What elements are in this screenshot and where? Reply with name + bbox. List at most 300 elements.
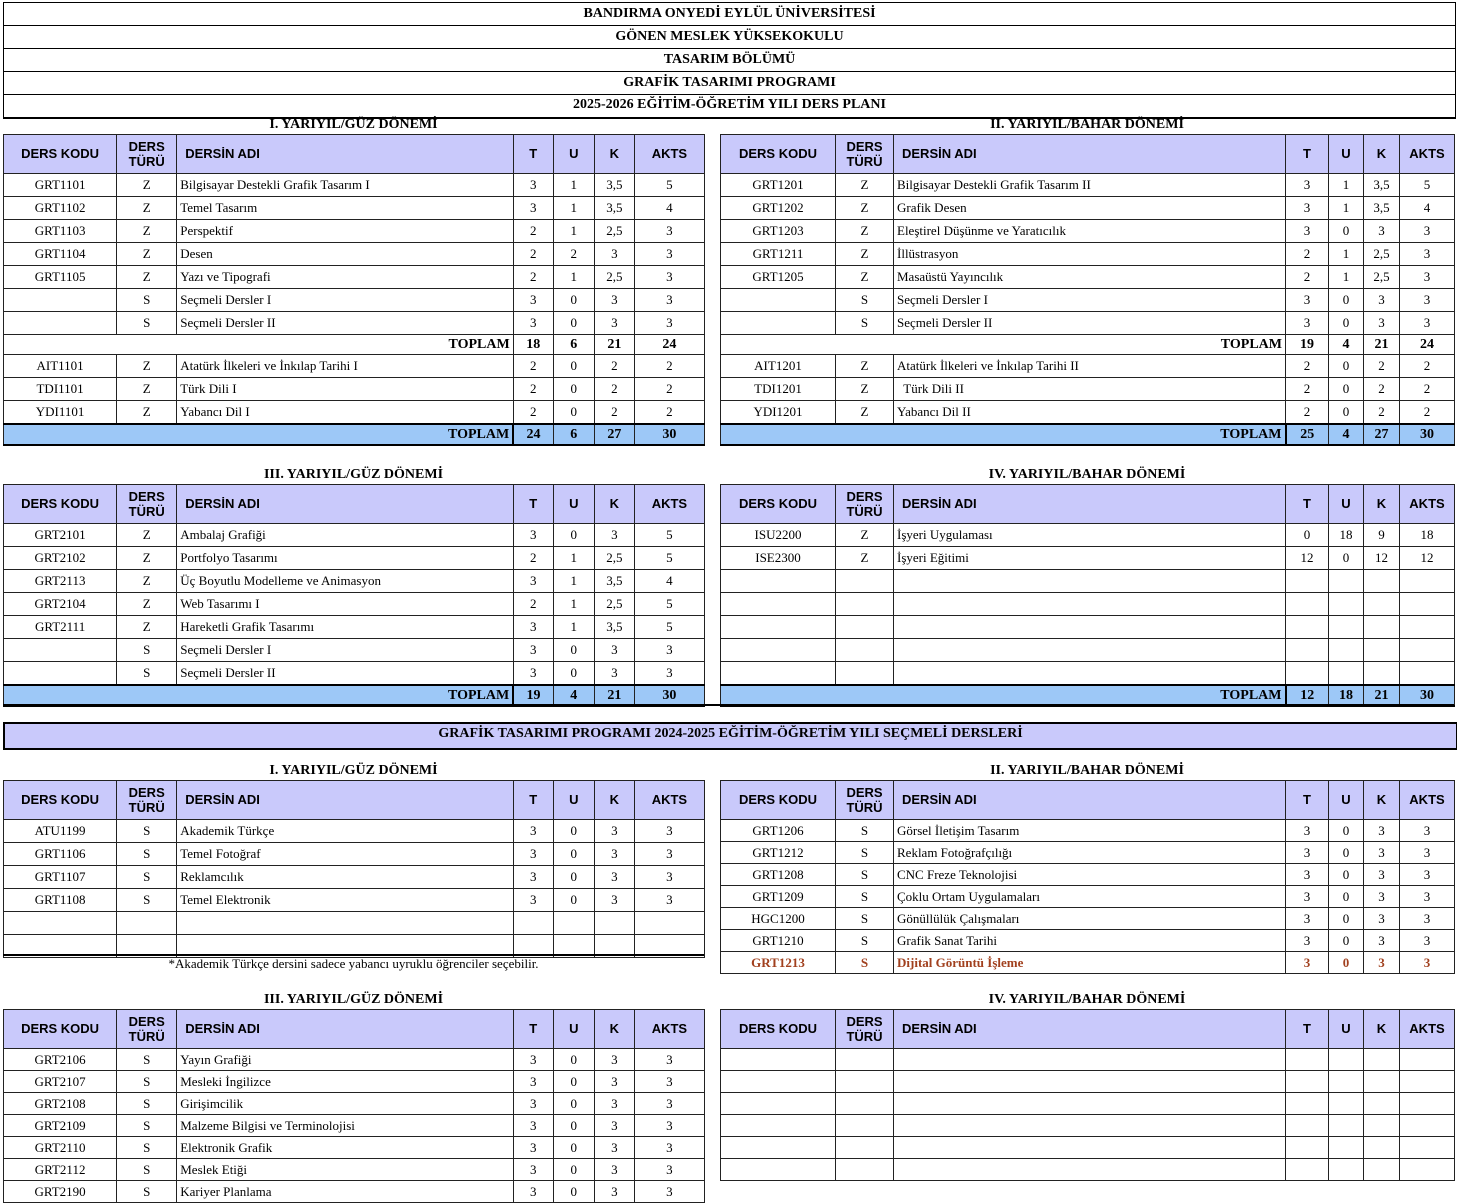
course-u: 0 xyxy=(553,289,594,312)
col-u: U xyxy=(1329,781,1364,820)
course-name: Meslek Etiği xyxy=(177,1159,513,1181)
course-k: 3 xyxy=(594,1049,634,1071)
col-type-line1: DERS xyxy=(846,489,883,504)
course-t: 3 xyxy=(1286,864,1329,886)
course-name xyxy=(177,912,513,935)
col-type-line1: DERS xyxy=(128,139,165,154)
col-name: DERSİN ADI xyxy=(177,781,513,820)
course-type: Z xyxy=(836,401,894,425)
course-name: Gönüllülük Çalışmaları xyxy=(894,908,1286,930)
course-akts: 4 xyxy=(634,197,704,220)
course-u: 0 xyxy=(553,1071,594,1093)
course-k: 3 xyxy=(1364,312,1400,335)
total-t: 19 xyxy=(1286,335,1329,355)
course-akts: 3 xyxy=(1400,842,1455,864)
total-label: TOPLAM xyxy=(721,424,1286,445)
course-t: 3 xyxy=(513,866,553,889)
course-k: 3,5 xyxy=(594,570,634,593)
course-akts xyxy=(1400,639,1455,662)
course-row xyxy=(4,639,705,662)
course-k: 3 xyxy=(594,889,634,912)
elective-3-table xyxy=(3,1009,705,1203)
col-k: K xyxy=(594,1010,634,1049)
course-k xyxy=(1364,1137,1400,1159)
course-type: S xyxy=(117,1181,177,1203)
course-akts: 4 xyxy=(634,570,704,593)
course-u: 0 xyxy=(553,401,594,425)
course-row xyxy=(4,1159,705,1181)
course-row xyxy=(721,1071,1455,1093)
course-u xyxy=(1329,1115,1364,1137)
course-name xyxy=(894,1049,1286,1071)
course-name: Grafik Sanat Tarihi xyxy=(894,930,1286,952)
course-k: 3 xyxy=(594,524,634,547)
course-code: GRT1203 xyxy=(721,220,836,243)
course-u: 0 xyxy=(553,1115,594,1137)
course-name: Web Tasarımı I xyxy=(177,593,513,616)
col-type xyxy=(117,485,177,524)
course-name: Girişimcilik xyxy=(177,1093,513,1115)
course-code: GRT2102 xyxy=(4,547,117,570)
course-row xyxy=(721,842,1455,864)
semester-3-table xyxy=(3,484,705,707)
course-u: 0 xyxy=(553,639,594,662)
course-t: 3 xyxy=(513,570,553,593)
course-code: GRT1206 xyxy=(721,820,836,842)
course-akts: 3 xyxy=(634,220,704,243)
course-k: 3 xyxy=(594,662,634,686)
course-k: 3 xyxy=(594,1137,634,1159)
course-akts: 5 xyxy=(634,593,704,616)
total-u: 4 xyxy=(1329,424,1364,445)
subtotal-row xyxy=(4,335,705,355)
total-akts: 30 xyxy=(1400,424,1455,445)
course-type: Z xyxy=(836,547,894,570)
course-type xyxy=(836,1071,894,1093)
course-akts: 3 xyxy=(634,312,704,335)
course-name: Desen xyxy=(177,243,513,266)
course-code xyxy=(4,912,117,935)
course-type: S xyxy=(836,842,894,864)
total-row xyxy=(721,685,1455,706)
course-row xyxy=(721,1093,1455,1115)
col-name: DERSİN ADI xyxy=(177,1010,513,1049)
course-name: Malzeme Bilgisi ve Terminolojisi xyxy=(177,1115,513,1137)
course-t: 2 xyxy=(1286,401,1329,425)
semester-1-table xyxy=(3,134,705,446)
course-u xyxy=(1329,1137,1364,1159)
course-code xyxy=(721,639,836,662)
course-k xyxy=(1364,1093,1400,1115)
course-type: S xyxy=(117,289,177,312)
course-row xyxy=(4,912,705,935)
course-name: Kariyer Planlama xyxy=(177,1181,513,1203)
course-row xyxy=(4,1093,705,1115)
school-name: GÖNEN MESLEK YÜKSEKOKULU xyxy=(3,25,1456,49)
course-type: S xyxy=(836,952,894,974)
course-row xyxy=(721,908,1455,930)
course-t: 3 xyxy=(1286,220,1329,243)
course-t: 2 xyxy=(513,401,553,425)
total-k: 27 xyxy=(594,424,634,445)
course-code xyxy=(4,639,117,662)
semester-4-table xyxy=(720,484,1455,707)
course-name: Üç Boyutlu Modelleme ve Animasyon xyxy=(177,570,513,593)
col-code: DERS KODU xyxy=(721,1010,836,1049)
col-t: T xyxy=(513,781,553,820)
course-t: 3 xyxy=(513,1159,553,1181)
course-name xyxy=(894,639,1286,662)
department-name: TASARIM BÖLÜMÜ xyxy=(3,48,1456,72)
col-type-line1: DERS xyxy=(846,785,883,800)
course-code: GRT1202 xyxy=(721,197,836,220)
col-type-line2: TÜRÜ xyxy=(128,800,165,815)
course-akts: 2 xyxy=(634,355,704,378)
course-type: Z xyxy=(117,378,177,401)
course-akts: 5 xyxy=(634,524,704,547)
course-type xyxy=(836,639,894,662)
course-name: Türk Dili II xyxy=(894,378,1286,401)
course-name xyxy=(894,593,1286,616)
course-k: 12 xyxy=(1364,547,1400,570)
course-type xyxy=(836,1049,894,1071)
col-u: U xyxy=(553,781,594,820)
col-type-line2: TÜRÜ xyxy=(128,1029,165,1044)
course-t: 2 xyxy=(513,593,553,616)
course-code: GRT1106 xyxy=(4,843,117,866)
course-t: 3 xyxy=(1286,820,1329,842)
course-akts xyxy=(1400,662,1455,686)
course-u: 0 xyxy=(1329,312,1364,335)
course-row xyxy=(4,220,705,243)
course-row xyxy=(4,289,705,312)
course-row xyxy=(721,1115,1455,1137)
course-row xyxy=(4,197,705,220)
course-code: ISE2300 xyxy=(721,547,836,570)
course-row xyxy=(721,243,1455,266)
course-code: AIT1101 xyxy=(4,355,117,378)
total-k: 21 xyxy=(594,685,634,706)
course-u: 1 xyxy=(553,174,594,197)
course-type: S xyxy=(117,1071,177,1093)
course-row xyxy=(4,312,705,335)
course-row xyxy=(721,312,1455,335)
course-u: 0 xyxy=(553,312,594,335)
course-u: 0 xyxy=(553,662,594,686)
col-k: K xyxy=(1364,781,1400,820)
col-name: DERSİN ADI xyxy=(894,1010,1286,1049)
course-akts: 3 xyxy=(634,1137,704,1159)
course-type: S xyxy=(117,866,177,889)
course-name: Reklam Fotoğrafçılığı xyxy=(894,842,1286,864)
col-code: DERS KODU xyxy=(4,135,117,174)
course-row xyxy=(721,820,1455,842)
col-type-line2: TÜRÜ xyxy=(846,154,883,169)
col-akts: AKTS xyxy=(1400,485,1455,524)
course-t xyxy=(1286,593,1329,616)
course-code: ISU2200 xyxy=(721,524,836,547)
course-akts: 3 xyxy=(634,1115,704,1137)
course-akts: 3 xyxy=(1400,908,1455,930)
course-k xyxy=(1364,1049,1400,1071)
course-row xyxy=(4,593,705,616)
total-akts: 30 xyxy=(1400,685,1455,706)
course-k xyxy=(1364,662,1400,686)
course-code: GRT1102 xyxy=(4,197,117,220)
course-akts xyxy=(1400,1093,1455,1115)
course-k: 3 xyxy=(594,820,634,843)
course-t: 0 xyxy=(1286,524,1329,547)
course-akts: 3 xyxy=(1400,930,1455,952)
course-row xyxy=(4,1181,705,1203)
col-u: U xyxy=(553,135,594,174)
course-code: GRT2190 xyxy=(4,1181,117,1203)
course-akts: 3 xyxy=(634,289,704,312)
course-u xyxy=(1329,570,1364,593)
course-type: S xyxy=(836,289,894,312)
course-type: Z xyxy=(836,355,894,378)
course-k xyxy=(1364,1159,1400,1181)
course-t xyxy=(1286,1115,1329,1137)
course-code xyxy=(4,662,117,686)
semester-1-title: I. YARIYIL/GÜZ DÖNEMİ xyxy=(269,117,438,132)
course-t: 3 xyxy=(1286,312,1329,335)
course-row xyxy=(4,378,705,401)
course-t: 3 xyxy=(513,174,553,197)
course-u xyxy=(1329,1093,1364,1115)
course-type: S xyxy=(117,662,177,686)
course-k xyxy=(1364,639,1400,662)
course-akts: 5 xyxy=(634,616,704,639)
course-code: GRT1205 xyxy=(721,266,836,289)
course-code: HGC1200 xyxy=(721,908,836,930)
course-u: 0 xyxy=(1329,930,1364,952)
course-type xyxy=(836,1159,894,1181)
total-row xyxy=(721,424,1455,445)
course-t: 3 xyxy=(513,662,553,686)
course-name xyxy=(894,1071,1286,1093)
course-type: S xyxy=(836,312,894,335)
course-type: S xyxy=(117,639,177,662)
course-row xyxy=(4,843,705,866)
course-t: 3 xyxy=(513,312,553,335)
course-name: Temel Fotoğraf xyxy=(177,843,513,866)
elective-note: *Akademik Türkçe dersini sadece yabancı uyruklu öğrenciler seçebilir. xyxy=(3,954,704,973)
course-akts: 3 xyxy=(634,662,704,686)
col-akts: AKTS xyxy=(1400,781,1455,820)
course-row xyxy=(721,886,1455,908)
course-u: 0 xyxy=(553,889,594,912)
course-u: 18 xyxy=(1329,524,1364,547)
course-t xyxy=(1286,570,1329,593)
course-name: Dijital Görüntü İşleme xyxy=(894,952,1286,974)
total-akts: 30 xyxy=(634,685,704,706)
course-name: Bilgisayar Destekli Grafik Tasarım I xyxy=(177,174,513,197)
course-type: Z xyxy=(117,355,177,378)
course-k: 3 xyxy=(1364,220,1400,243)
total-u: 18 xyxy=(1329,685,1364,706)
total-t: 18 xyxy=(513,335,553,355)
course-akts: 5 xyxy=(634,547,704,570)
total-label: TOPLAM xyxy=(4,424,514,445)
col-type-line1: DERS xyxy=(128,785,165,800)
elective-4-table xyxy=(720,1009,1455,1181)
subtotal-row xyxy=(721,335,1455,355)
course-akts: 3 xyxy=(1400,886,1455,908)
col-t: T xyxy=(513,135,553,174)
course-code: GRT1209 xyxy=(721,886,836,908)
course-type: S xyxy=(117,312,177,335)
col-type-line2: TÜRÜ xyxy=(846,800,883,815)
course-k: 3 xyxy=(1364,289,1400,312)
course-type: S xyxy=(117,820,177,843)
course-row xyxy=(4,524,705,547)
course-type: S xyxy=(117,1093,177,1115)
course-name: İşyeri Eğitimi xyxy=(894,547,1286,570)
course-name: Grafik Desen xyxy=(894,197,1286,220)
course-code xyxy=(721,1071,836,1093)
total-akts: 30 xyxy=(634,424,704,445)
course-u xyxy=(1329,1049,1364,1071)
course-u xyxy=(1329,662,1364,686)
course-k: 3 xyxy=(594,843,634,866)
course-k: 3 xyxy=(1364,952,1400,974)
course-code: GRT1107 xyxy=(4,866,117,889)
col-k: K xyxy=(1364,1010,1400,1049)
col-akts: AKTS xyxy=(634,781,704,820)
total-k: 21 xyxy=(594,335,634,355)
course-name: Atatürk İlkeleri ve İnkılap Tarihi I xyxy=(177,355,513,378)
course-type: S xyxy=(836,908,894,930)
col-type-line2: TÜRÜ xyxy=(128,504,165,519)
course-akts: 3 xyxy=(634,1049,704,1071)
course-akts xyxy=(1400,1071,1455,1093)
col-akts: AKTS xyxy=(1400,1010,1455,1049)
col-akts: AKTS xyxy=(1400,135,1455,174)
course-k: 3 xyxy=(1364,864,1400,886)
course-name: Seçmeli Dersler I xyxy=(894,289,1286,312)
total-row xyxy=(4,685,705,706)
course-type: S xyxy=(117,889,177,912)
course-akts: 2 xyxy=(1400,355,1455,378)
course-u: 1 xyxy=(553,616,594,639)
course-k: 3 xyxy=(1364,908,1400,930)
course-t: 3 xyxy=(513,820,553,843)
course-row xyxy=(721,355,1455,378)
course-row xyxy=(4,401,705,425)
total-u: 4 xyxy=(1329,335,1364,355)
course-row xyxy=(721,289,1455,312)
course-k: 3 xyxy=(594,1071,634,1093)
col-u: U xyxy=(1329,135,1364,174)
course-t: 3 xyxy=(1286,952,1329,974)
course-code: TDI1201 xyxy=(721,378,836,401)
course-u: 0 xyxy=(1329,842,1364,864)
course-name: Türk Dili I xyxy=(177,378,513,401)
col-type xyxy=(836,135,894,174)
course-type: Z xyxy=(836,243,894,266)
col-name: DERSİN ADI xyxy=(177,135,513,174)
course-akts: 12 xyxy=(1400,547,1455,570)
course-name xyxy=(894,1093,1286,1115)
course-u: 0 xyxy=(1329,378,1364,401)
col-akts: AKTS xyxy=(634,135,704,174)
course-row xyxy=(721,952,1455,974)
course-code xyxy=(721,312,836,335)
course-k: 3 xyxy=(1364,930,1400,952)
course-type: Z xyxy=(117,524,177,547)
electives-title: GRAFİK TASARIMI PROGRAMI 2024-2025 EĞİTİM-ÖĞRETİM YILI SEÇMELİ DERSLERİ xyxy=(3,722,1457,750)
col-t: T xyxy=(513,1010,553,1049)
total-k: 21 xyxy=(1364,685,1400,706)
course-akts xyxy=(1400,1049,1455,1071)
course-row xyxy=(721,1159,1455,1181)
course-u: 1 xyxy=(553,220,594,243)
course-k: 3 xyxy=(1364,842,1400,864)
course-name: Hareketli Grafik Tasarımı xyxy=(177,616,513,639)
course-t: 2 xyxy=(1286,266,1329,289)
course-u xyxy=(553,912,594,935)
course-code xyxy=(721,1049,836,1071)
course-type: Z xyxy=(836,378,894,401)
course-row xyxy=(4,1115,705,1137)
course-u: 2 xyxy=(553,243,594,266)
course-k: 2,5 xyxy=(1364,243,1400,266)
course-name xyxy=(894,1115,1286,1137)
course-akts xyxy=(1400,1115,1455,1137)
course-u: 0 xyxy=(553,1159,594,1181)
course-code: GRT2109 xyxy=(4,1115,117,1137)
course-u: 0 xyxy=(553,1137,594,1159)
course-code: GRT2113 xyxy=(4,570,117,593)
course-type: Z xyxy=(117,243,177,266)
course-akts xyxy=(1400,570,1455,593)
course-t: 3 xyxy=(1286,886,1329,908)
course-k: 3,5 xyxy=(1364,174,1400,197)
total-t: 24 xyxy=(513,424,553,445)
course-k: 3 xyxy=(594,1181,634,1203)
course-code: GRT2106 xyxy=(4,1049,117,1071)
course-t xyxy=(1286,662,1329,686)
course-k: 2,5 xyxy=(594,266,634,289)
course-type: S xyxy=(117,843,177,866)
course-k: 2 xyxy=(1364,355,1400,378)
course-code: GRT1213 xyxy=(721,952,836,974)
course-name xyxy=(894,1159,1286,1181)
col-k: K xyxy=(1364,485,1400,524)
course-code xyxy=(721,1115,836,1137)
course-k xyxy=(1364,570,1400,593)
course-name: Portfolyo Tasarımı xyxy=(177,547,513,570)
course-row xyxy=(721,197,1455,220)
course-row xyxy=(4,616,705,639)
col-name: DERSİN ADI xyxy=(894,485,1286,524)
course-k xyxy=(1364,593,1400,616)
course-k xyxy=(1364,1071,1400,1093)
course-code: GRT2112 xyxy=(4,1159,117,1181)
total-row xyxy=(4,424,705,445)
course-code: GRT2101 xyxy=(4,524,117,547)
course-t: 3 xyxy=(513,1093,553,1115)
course-t: 3 xyxy=(1286,197,1329,220)
course-name xyxy=(894,662,1286,686)
course-akts xyxy=(1400,616,1455,639)
course-name: Seçmeli Dersler II xyxy=(177,662,513,686)
course-k: 2 xyxy=(594,378,634,401)
course-k: 3 xyxy=(594,289,634,312)
col-t: T xyxy=(1286,1010,1329,1049)
course-row xyxy=(721,220,1455,243)
